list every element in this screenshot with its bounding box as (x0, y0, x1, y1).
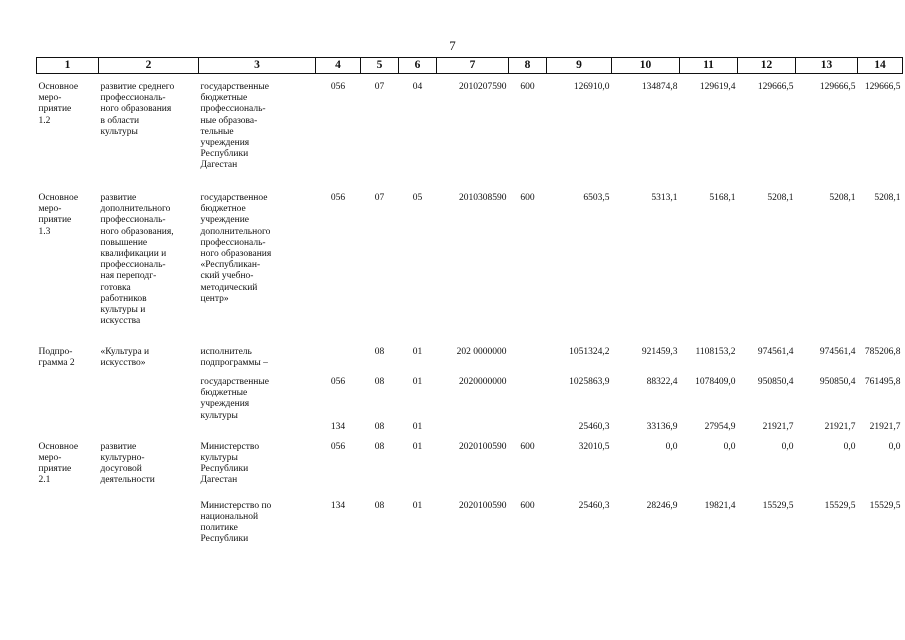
amount-col-11: 1078409,0 (695, 377, 736, 387)
amount-col-10: 28246,9 (646, 500, 678, 511)
event-name: Основное меро- приятие 2.1 (38, 441, 79, 486)
amount-col-12: 0,0 (781, 441, 794, 452)
event-description (99, 373, 199, 422)
col-header: 7 (437, 58, 509, 74)
event-name: Основное меро- приятие 1.2 (38, 82, 79, 126)
amount-col-13: 0,0 (843, 441, 856, 452)
code-grbs: 056 (330, 441, 346, 452)
code-grbs: 134 (330, 421, 346, 432)
col-header: 8 (509, 58, 547, 74)
code-subsection: 05 (412, 193, 423, 203)
col-header: 11 (680, 58, 738, 74)
amount-col-9: 6503,5 (583, 193, 610, 203)
expense-type (509, 422, 547, 440)
table-row (37, 422, 903, 440)
amount-col-12: 129666,5 (757, 82, 794, 92)
col-header: 5 (361, 58, 399, 74)
col-header: 14 (858, 58, 903, 74)
amount-col-9: 1025863,9 (569, 377, 610, 387)
col-header: 10 (612, 58, 680, 74)
table-row (37, 440, 903, 497)
amount-col-14: 785206,8 (864, 347, 901, 357)
amount-col-9: 32010,5 (578, 441, 610, 452)
target-article: 2020100590 (459, 500, 507, 511)
event-description (99, 422, 199, 440)
target-article: 202 0000000 (456, 347, 507, 357)
code-grbs: 056 (330, 377, 346, 387)
code-grbs: 056 (330, 193, 346, 203)
amount-col-11: 129619,4 (699, 82, 736, 92)
amount-col-13: 974561,4 (819, 347, 856, 357)
code-section: 07 (374, 193, 385, 203)
amount-col-14: 761495,8 (864, 377, 901, 387)
executor: государственные бюджетные учреждения культуры (200, 377, 269, 421)
expense-type: 600 (520, 441, 535, 452)
amount-col-11: 27954,9 (704, 421, 736, 432)
code-subsection: 04 (412, 82, 423, 92)
event-name (37, 373, 99, 422)
table-row (37, 185, 903, 338)
page-number: 7 (449, 38, 456, 53)
event-description: «Культура и искусство» (100, 347, 150, 369)
col-header: 4 (316, 58, 361, 74)
col-header: 6 (399, 58, 437, 74)
code-subsection: 01 (412, 500, 423, 511)
amount-col-9: 25460,3 (578, 421, 610, 432)
budget-table (36, 57, 903, 561)
expense-type: 600 (520, 500, 535, 511)
expense-type (509, 338, 547, 373)
code-grbs: 056 (330, 82, 346, 92)
amount-col-11: 1108153,2 (695, 347, 736, 357)
amount-col-13: 950850,4 (819, 377, 856, 387)
event-name (37, 422, 99, 440)
amount-col-11: 0,0 (723, 441, 736, 452)
expense-type: 600 (520, 82, 535, 92)
amount-col-14: 21921,7 (869, 421, 901, 432)
amount-col-12: 5208,1 (767, 193, 794, 203)
amount-col-14: 5208,1 (874, 193, 901, 203)
table-row (37, 497, 903, 561)
amount-col-11: 5168,1 (709, 193, 736, 203)
event-name: Подпро- грамма 2 (38, 347, 75, 369)
amount-col-13: 5208,1 (829, 193, 856, 203)
amount-col-10: 0,0 (665, 441, 678, 452)
event-description: развитие дополнительного профессиональ- ного образования, повышение квалификации и профессиональ- ная переподг- готовка работников культуры и искусства (100, 193, 174, 327)
target-article: 2010308590 (459, 193, 507, 203)
col-header: 2 (99, 58, 199, 74)
target-article (437, 422, 509, 440)
amount-col-10: 5313,1 (651, 193, 678, 203)
code-section: 07 (374, 82, 385, 92)
event-description: развитие культурно- досуговой деятельности (100, 441, 155, 486)
amount-col-10: 33136,9 (646, 421, 678, 432)
code-section: 08 (374, 377, 385, 387)
target-article: 2020100590 (459, 441, 507, 452)
col-header: 9 (547, 58, 612, 74)
amount-col-14: 129666,5 (864, 82, 901, 92)
code-section: 08 (374, 347, 385, 357)
header-row (37, 58, 903, 74)
executor: Министерство культуры Республики Дагестан (200, 441, 260, 486)
col-header: 12 (738, 58, 796, 74)
amount-col-9: 126910,0 (573, 82, 610, 92)
amount-col-14: 0,0 (888, 441, 901, 452)
event-description: развитие среднего профессиональ- ного образования в области культуры (100, 82, 175, 137)
amount-col-12: 15529,5 (762, 500, 794, 511)
amount-col-13: 129666,5 (819, 82, 856, 92)
col-header: 13 (796, 58, 858, 74)
code-section: 08 (374, 441, 385, 452)
table-row (37, 373, 903, 422)
amount-col-14: 15529,5 (869, 500, 901, 511)
event-description (99, 497, 199, 561)
target-article: 2020000000 (459, 377, 507, 387)
code-subsection: 01 (412, 441, 423, 452)
amount-col-11: 19821,4 (704, 500, 736, 511)
event-name: Основное меро- приятие 1.3 (38, 193, 79, 237)
target-article: 2010207590 (459, 82, 507, 92)
executor: государственные бюджетные профессиональ- ные образова- тельные учреждения Республики Дагестан (200, 82, 269, 171)
amount-col-10: 921459,3 (641, 347, 678, 357)
executor: Министерство по национальной политике Республики (200, 500, 272, 545)
executor: исполнитель подпрограммы – (200, 347, 268, 369)
expense-type (509, 373, 547, 422)
amount-col-10: 88322,4 (646, 377, 678, 387)
amount-col-13: 15529,5 (824, 500, 856, 511)
table-row (37, 338, 903, 373)
col-header: 3 (199, 58, 316, 74)
amount-col-9: 25460,3 (578, 500, 610, 511)
code-section: 08 (374, 421, 385, 432)
code-section: 08 (374, 500, 385, 511)
expense-type: 600 (520, 193, 535, 203)
col-header: 1 (37, 58, 99, 74)
amount-col-12: 974561,4 (757, 347, 794, 357)
code-grbs (316, 338, 361, 373)
executor: государственное бюджетное учреждение дополнительного профессиональ- ного образования «Республикан- ский учебно- методический центр» (200, 193, 272, 304)
code-subsection: 01 (412, 421, 423, 432)
code-subsection: 01 (412, 347, 423, 357)
code-grbs: 134 (330, 500, 346, 511)
event-name (37, 497, 99, 561)
executor (199, 422, 316, 440)
amount-col-10: 134874,8 (641, 82, 678, 92)
amount-col-9: 1051324,2 (569, 347, 610, 357)
amount-col-12: 950850,4 (757, 377, 794, 387)
amount-col-13: 21921,7 (824, 421, 856, 432)
amount-col-12: 21921,7 (762, 421, 794, 432)
table-row (37, 74, 903, 186)
code-subsection: 01 (412, 377, 423, 387)
